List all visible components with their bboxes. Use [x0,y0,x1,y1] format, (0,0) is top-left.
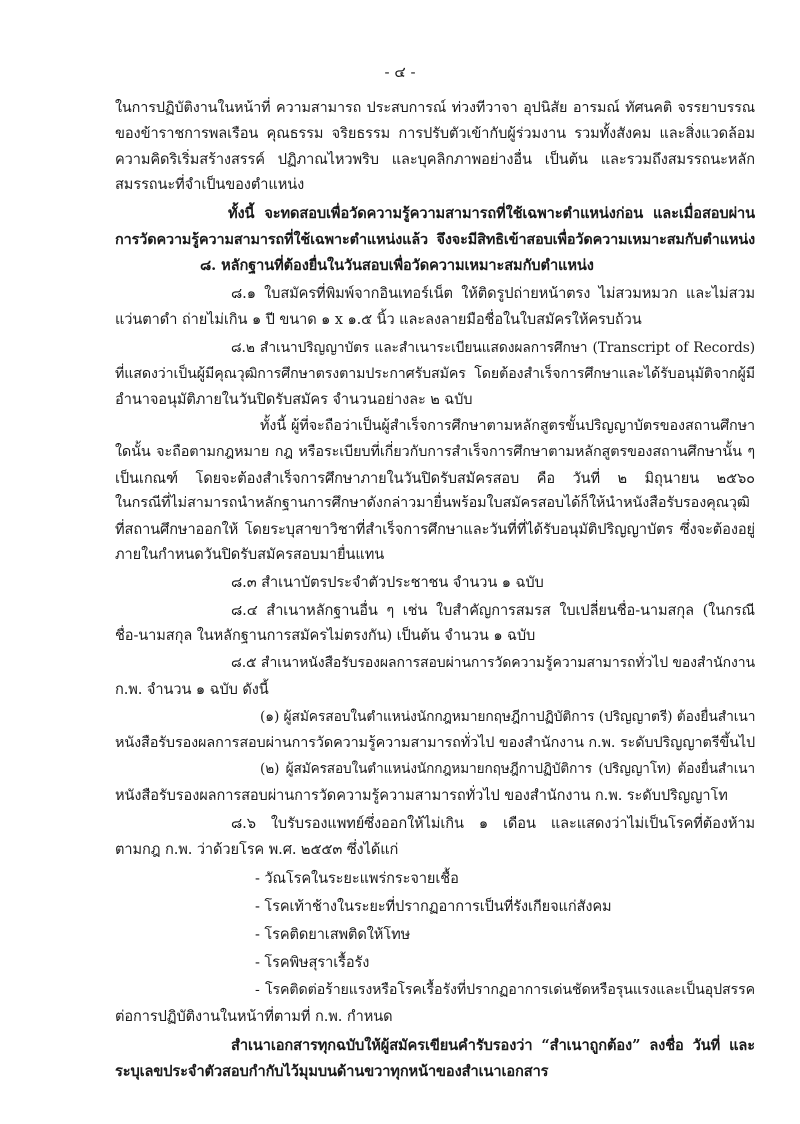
bold-note-line: สำเนาเอกสารทุกฉบับให้ผู้สมัครเขียนคำรับรองว่า “สำเนาถูกต้อง” ลงชื่อ วันที่ และ [231,1037,755,1054]
text-line: แว่นตาดำ ถ่ายไม่เกิน ๑ ปี ขนาด ๑ x ๑.๕ นิ้ว และลงลายมือชื่อในใบสมัครให้ครบถ้วน [115,311,642,328]
text-line: ความคิดริเริ่มสร้างสรรค์ ปฏิภาณไหวพริบ และบุคลิกภาพอย่างอื่น เป็นต้น และรวมถึงสมรรถนะหลัก [115,151,755,168]
text-line: ๘.๓ สำเนาบัตรประจำตัวประชาชน จำนวน ๑ ฉบับ [231,574,544,591]
section-heading: ๘. หลักฐานที่ต้องยื่นในวันสอบเพื่อวัดความเหมาะสมกับตำแหน่ง [200,257,594,274]
text-line: เป็นเกณฑ์ โดยจะต้องสำเร็จการศึกษาภายในวันปิดรับสมัครสอบ คือ วันที่ ๒ มิถุนายน ๒๕๖๐ [115,470,755,487]
text-line: ใดนั้น จะถือตามกฎหมาย กฎ หรือระเบียบที่เกี่ยวกับการสำเร็จการศึกษาตามหลักสูตรของสถานศึกษานั้น ๆ [115,444,755,460]
list-item: - โรคติดต่อร้ายแรงหรือโรคเรื้อรังที่ปรากฏอาการเด่นชัดหรือรุนแรงและเป็นอุปสรรค [255,982,755,998]
text-line: ต่อการปฏิบัติงานในหน้าที่ตามที่ ก.พ. กำหนด [115,1008,393,1025]
text-line: ในกรณีที่ไม่สามารถนำหลักฐานการศึกษาดังกล่าวมายื่นพร้อมใบสมัครสอบได้ก็ให้นำหนังสือรับรองคุณวุฒิ [115,495,750,511]
text-line: ๘.๒ สำเนาปริญญาบัตร และสำเนาระเบียนแสดงผลการศึกษา (Transcript of Records) [231,340,755,356]
text-line: หนังสือรับรองผลการสอบผ่านการวัดความรู้ความสามารถทั่วไป ของสำนักงาน ก.พ. ระดับปริญญาโท [115,787,728,804]
text-line: ของข้าราชการพลเรือน คุณธรรม จริยธรรม การปรับตัวเข้ากับผู้ร่วมงาน รวมทั้งสังคม และสิ่งแวดล้อม [115,125,755,142]
text-line: ก.พ. จำนวน ๑ ฉบับ ดังนี้ [115,681,269,698]
list-item: - โรคเท้าช้างในระยะที่ปรากฏอาการเป็นที่รังเกียจแก่สังคม [255,898,612,915]
page-number: - ๔ - [384,63,416,81]
list-item: - วัณโรคในระยะแพร่กระจายเชื้อ [255,870,459,887]
text-line: ที่สถานศึกษาออกให้ โดยระบุสาขาวิชาที่สำเร็จการศึกษาและวันที่ที่ได้รับอนุมัติปริญญาบัตร ซึ่งจะต้องอยู่ [115,521,755,538]
text-line: ชื่อ-นามสกุล ในหลักฐานการสมัครไม่ตรงกัน) เป็นต้น จำนวน ๑ ฉบับ [115,627,536,644]
text-line: ในการปฏิบัติงานในหน้าที่ ความสามารถ ประสบการณ์ ท่วงทีวาจา อุปนิสัย อารมณ์ ทัศนคติ จรรยาบรรณ [115,100,755,116]
list-item: - โรคติดยาเสพติดให้โทษ [255,926,411,943]
text-line: สมรรถนะที่จำเป็นของตำแหน่ง [115,176,305,193]
text-line: หนังสือรับรองผลการสอบผ่านการวัดความรู้ความสามารถทั่วไป ของสำนักงาน ก.พ. ระดับปริญญาตรีขึ้นไป [115,735,755,751]
text-line: ๘.๕ สำเนาหนังสือรับรองผลการสอบผ่านการวัดความรู้ความสามารถทั่วไป ของสำนักงาน [231,655,755,671]
bold-note-line: ระบุเลขประจำตัวสอบกำกับไว้มุมบนด้านขวาทุกหน้าของสำเนาเอกสาร [115,1063,549,1080]
text-line: (๑) ผู้สมัครสอบในตำแหน่งนักกฎหมายกฤษฎีกาปฏิบัติการ (ปริญญาตรี) ต้องยื่นสำเนา [260,709,756,725]
text-line: ตามกฎ ก.พ. ว่าด้วยโรค พ.ศ. ๒๕๕๓ ซึ่งได้แก่ [115,841,399,858]
text-line: ทั้งนี้ ผู้ที่จะถือว่าเป็นผู้สำเร็จการศึกษาตามหลักสูตรขั้นปริญญาบัตรของสถานศึกษา [260,418,755,434]
text-line: ที่แสดงว่าเป็นผู้มีคุณวุฒิการศึกษาตรงตามประกาศรับสมัคร โดยต้องสำเร็จการศึกษาและได้รับอนุมัติจากผู้มี [115,366,755,382]
text-line: ๘.๑ ใบสมัครที่พิมพ์จากอินเทอร์เน็ต ให้ติดรูปถ่ายหน้าตรง ไม่สวมหมวก และไม่สวม [231,285,755,302]
text-line: (๒) ผู้สมัครสอบในตำแหน่งนักกฎหมายกฤษฎีกาปฏิบัติการ (ปริญญาโท) ต้องยื่นสำเนา [260,761,755,777]
text-line: ภายในกำหนดวันปิดรับสมัครสอบมายื่นแทน [115,546,385,563]
list-item: - โรคพิษสุราเรื้อรัง [255,954,370,971]
bold-note-line: การวัดความรู้ความสามารถที่ใช้เฉพาะตำแหน่งแล้ว จึงจะมีสิทธิเข้าสอบเพื่อวัดความเหมาะสมกับตำแหน่ง [115,231,755,248]
text-line: ๘.๖ ใบรับรองแพทย์ซึ่งออกให้ไม่เกิน ๑ เดือน และแสดงว่าไม่เป็นโรคที่ต้องห้าม [231,815,755,832]
text-line: อำนาจอนุมัติภายในวันปิดรับสมัคร จำนวนอย่างละ ๒ ฉบับ [115,391,473,408]
text-line: ๘.๔ สำเนาหลักฐานอื่น ๆ เช่น ใบสำคัญการสมรส ใบเปลี่ยนชื่อ-นามสกุล (ในกรณี [231,602,755,619]
bold-note-line: ทั้งนี้ จะทดสอบเพื่อวัดความรู้ความสามารถที่ใช้เฉพาะตำแหน่งก่อน และเมื่อสอบผ่าน [228,205,755,222]
